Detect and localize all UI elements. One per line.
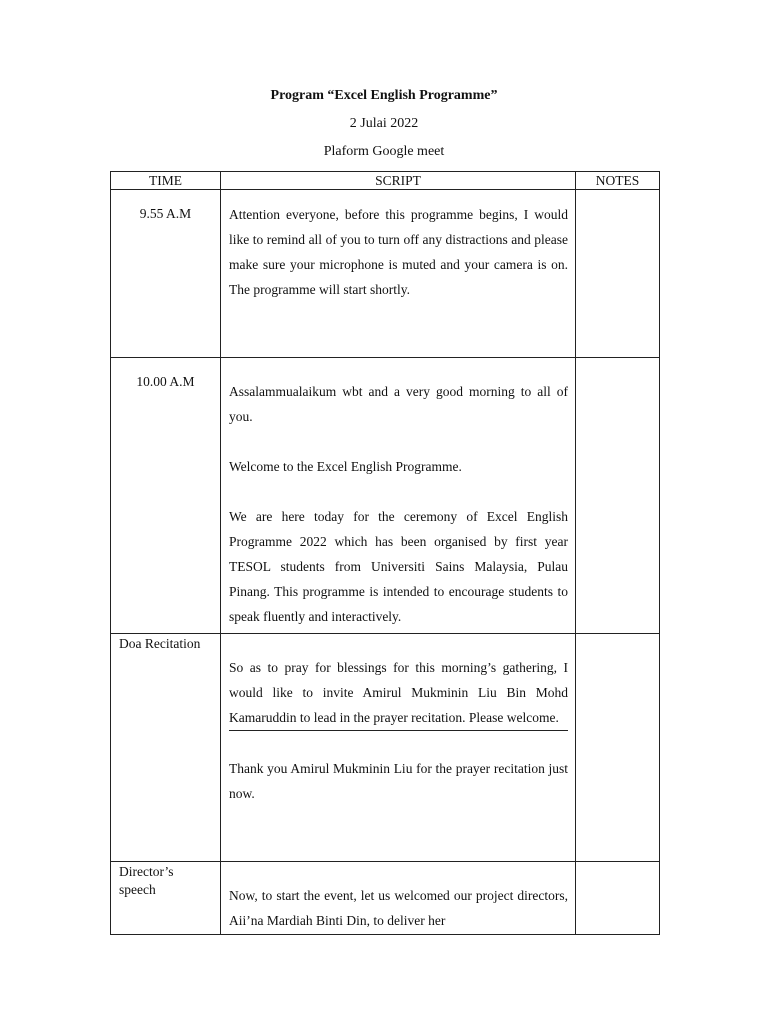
document-title: Program “Excel English Programme” (270, 88, 498, 103)
notes-cell (576, 358, 660, 634)
script-paragraph: Assalammualaikum wbt and a very good morning to all of you. (229, 384, 568, 424)
script-paragraph: Attention everyone, before this programme begins, I would like to remind all of you to turn off any distractions and please make sure your microphone is muted and your camera is on. The programme will start shortly. (229, 207, 568, 297)
notes-cell (576, 634, 660, 862)
event-date: 2 Julai 2022 (349, 116, 419, 131)
script-cell (221, 862, 576, 935)
table-row (111, 358, 660, 634)
script-paragraph: So as to pray for blessings for this morning’s gathering, I would like to invite Amirul Mukminin Liu Bin Mohd Kamaruddin to lead in the prayer recitation. Please welcome. (229, 655, 568, 731)
event-platform: Plaform Google meet (323, 144, 445, 159)
programme-script-table (110, 171, 660, 935)
script-paragraph: Welcome to the Excel English Programme. (229, 459, 462, 474)
column-header-script: SCRIPT (221, 172, 576, 190)
time-cell: 10.00 A.M (111, 358, 221, 634)
script-paragraph: We are here today for the ceremony of Excel English Programme 2022 which has been organised by first year TESOL students from Universiti Sains Malaysia, Pulau Pinang. This programme is intended to encourage students to speak fluently and interactively. (229, 509, 568, 624)
script-cell (221, 634, 576, 862)
table-row (111, 634, 660, 862)
time-cell (111, 862, 221, 935)
script-cell (221, 190, 576, 358)
time-label: Director’s speech (119, 864, 174, 897)
script-paragraph: Now, to start the event, let us welcomed our project directors, Aii’na Mardiah Binti Din, to deliver her (229, 888, 568, 928)
notes-cell (576, 190, 660, 358)
table-header-row (111, 172, 660, 190)
column-header-time: TIME (111, 172, 221, 190)
time-cell: Doa Recitation (111, 634, 221, 862)
time-cell: 9.55 A.M (111, 190, 221, 358)
script-paragraph: Thank you Amirul Mukminin Liu for the prayer recitation just now. (229, 761, 568, 801)
table-row (111, 190, 660, 358)
script-cell (221, 358, 576, 634)
notes-cell (576, 862, 660, 935)
column-header-notes: NOTES (576, 172, 660, 190)
table-row (111, 862, 660, 935)
